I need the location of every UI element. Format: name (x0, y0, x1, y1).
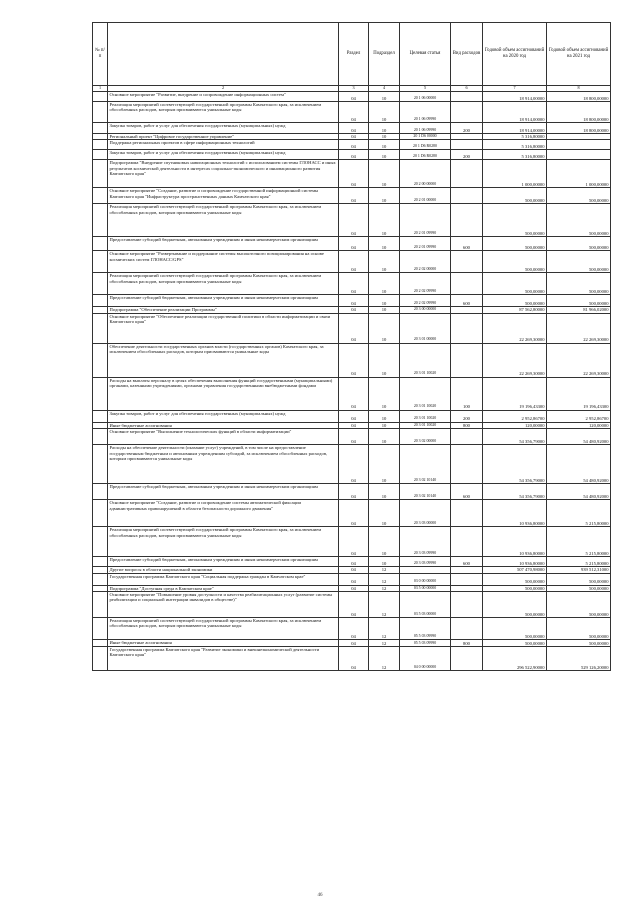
row-podrazdel-cell: 10 (369, 140, 400, 150)
row-name-cell: Расходы на обеспечение деятельности (оказание услуг) учреждений, в том числе на предоставление государственным бюджетным и автономным учреждениям субсидий, за исключением обособленных расходов, которым присваиваются уникальные коды (108, 445, 339, 484)
row-2020-cell: 500,00000 (483, 618, 547, 640)
table-row (93, 160, 611, 188)
row-razdel-cell: 04 (339, 500, 369, 527)
table-row (93, 188, 611, 204)
table-row (93, 618, 611, 640)
row-2020-cell: 500,00000 (483, 573, 547, 585)
row-2021-cell: 1 000,00000 (547, 160, 611, 188)
row-name-cell: Предоставление субсидий бюджетным, автономным учреждениям и иным некоммерческим организациям (108, 237, 339, 251)
row-vid-cell (451, 647, 483, 671)
row-name-cell: Поддержка региональных проектов в сфере информационных технологий (108, 140, 339, 150)
row-2021-cell: 22 269,30000 (547, 343, 611, 377)
table-row (93, 422, 611, 428)
row-num-cell (93, 123, 108, 134)
row-name-cell: Другие вопросы в области национальной экономики (108, 567, 339, 573)
row-2021-cell: 18 800,00000 (547, 92, 611, 102)
row-2020-cell: 500,00000 (483, 585, 547, 591)
row-target-code-cell: 05 5 03 09990 (400, 618, 451, 640)
row-2021-cell: 500,00000 (547, 188, 611, 204)
header-row (93, 23, 611, 86)
header-2021: Годовой объем ассигнований на 2021 год (547, 23, 611, 86)
row-razdel-cell: 04 (339, 585, 369, 591)
row-2020-cell: 500,00000 (483, 237, 547, 251)
row-podrazdel-cell: 12 (369, 585, 400, 591)
row-name-cell: Государственная программа Камчатского края "Развитие экономики и внешнеэкономической деятельности Камчатского края" (108, 647, 339, 671)
row-razdel-cell: 04 (339, 251, 369, 273)
row-target-code-cell: 05 5 03 09990 (400, 640, 451, 647)
row-vid-cell (451, 573, 483, 585)
row-2020-cell: 500,00000 (483, 592, 547, 618)
table-row (93, 377, 611, 410)
row-target-code-cell: 20 2 02 00000 (400, 251, 451, 273)
row-2020-cell: 500,00000 (483, 640, 547, 647)
row-2020-cell: 500,00000 (483, 188, 547, 204)
row-podrazdel-cell: 10 (369, 295, 400, 307)
row-num-cell (93, 445, 108, 484)
row-target-code-cell: 20 3 01 10020 (400, 422, 451, 428)
row-target-code-cell: 20 2 02 09990 (400, 295, 451, 307)
row-name-cell: Предоставление субсидий бюджетным, автономным учреждениям и иным некоммерческим организациям (108, 484, 339, 500)
row-razdel-cell: 04 (339, 445, 369, 484)
row-podrazdel-cell: 12 (369, 640, 400, 647)
row-2020-cell: 10 936,80000 (483, 527, 547, 557)
row-podrazdel-cell: 10 (369, 251, 400, 273)
row-target-code-cell: 20 3 02 10140 (400, 484, 451, 500)
row-vid-cell: 600 (451, 237, 483, 251)
row-2020-cell: 10 936,80000 (483, 500, 547, 527)
row-razdel-cell: 04 (339, 647, 369, 671)
row-razdel-cell: 04 (339, 567, 369, 573)
row-2020-cell: 296 522,90000 (483, 647, 547, 671)
table-row (93, 251, 611, 273)
row-vid-cell: 600 (451, 557, 483, 567)
row-name-cell: Иные бюджетные ассигнования (108, 422, 339, 428)
index-cell: 1 (93, 86, 108, 92)
row-vid-cell: 800 (451, 640, 483, 647)
row-2020-cell: 5 316,80000 (483, 150, 547, 160)
row-2021-cell: 18 800,00000 (547, 123, 611, 134)
table-row (93, 410, 611, 422)
row-2021-cell: 500,00000 (547, 573, 611, 585)
table-row (93, 343, 611, 377)
row-target-code-cell: 20 3 01 10020 (400, 410, 451, 422)
row-name-cell: Подпрограмма "Доступная среда в Камчатском крае" (108, 585, 339, 591)
row-name-cell: Основное мероприятие "Развитие, внедрение и сопровождение информационных систем" (108, 92, 339, 102)
row-podrazdel-cell: 12 (369, 567, 400, 573)
row-vid-cell (451, 273, 483, 295)
row-vid-cell (451, 160, 483, 188)
table-row (93, 484, 611, 500)
row-2021-cell: 54 480,92000 (547, 484, 611, 500)
row-razdel-cell: 04 (339, 484, 369, 500)
row-num-cell (93, 618, 108, 640)
row-name-cell: Реализация мероприятий соответствующей государственной программы Камчатского края, за исключением обособленных расходов, которым присваиваются уникальные коды (108, 204, 339, 237)
row-2021-cell (547, 150, 611, 160)
row-name-cell: Предоставление субсидий бюджетным, автономным учреждениям и иным некоммерческим организациям (108, 295, 339, 307)
row-podrazdel-cell: 12 (369, 573, 400, 585)
table-row (93, 307, 611, 313)
row-razdel-cell: 04 (339, 123, 369, 134)
row-2021-cell: 500,00000 (547, 237, 611, 251)
row-vid-cell: 600 (451, 295, 483, 307)
budget-table (92, 22, 611, 671)
row-podrazdel-cell: 10 (369, 204, 400, 237)
row-podrazdel-cell: 10 (369, 500, 400, 527)
row-2020-cell: 500,00000 (483, 204, 547, 237)
row-razdel-cell: 04 (339, 307, 369, 313)
table-row (93, 92, 611, 102)
row-vid-cell (451, 188, 483, 204)
row-2021-cell: 500,00000 (547, 640, 611, 647)
table-row (93, 585, 611, 591)
row-target-code-cell: 03 0 00 00000 (400, 573, 451, 585)
row-razdel-cell: 04 (339, 150, 369, 160)
row-target-code-cell: 20 1 D6 R0280 (400, 150, 451, 160)
row-2021-cell: 120,00000 (547, 422, 611, 428)
row-razdel-cell: 04 (339, 237, 369, 251)
row-razdel-cell: 04 (339, 618, 369, 640)
row-razdel-cell: 04 (339, 429, 369, 445)
row-2021-cell: 54 480,92000 (547, 429, 611, 445)
row-target-code-cell: 20 3 02 00000 (400, 429, 451, 445)
row-name-cell: Подпрограмма "Обеспечение реализации Программы" (108, 307, 339, 313)
row-name-cell: Основное мероприятие "Создание, развитие и сопровождение государственной информационной системы Камчатского края "Инфраструктура пространственных данных Камчатского края" (108, 188, 339, 204)
row-podrazdel-cell: 10 (369, 445, 400, 484)
row-razdel-cell: 04 (339, 377, 369, 410)
row-num-cell (93, 410, 108, 422)
row-num-cell (93, 343, 108, 377)
index-cell: 6 (451, 86, 483, 92)
row-2020-cell: 22 269,30000 (483, 313, 547, 343)
row-name-cell: Основное мероприятие "Развертывание и поддержание системы высокоточного позиционирования на основе космических систем ГЛОНАСС/GPS" (108, 251, 339, 273)
row-target-code-cell: 20 1 06 09990 (400, 102, 451, 123)
table-row (93, 295, 611, 307)
row-name-cell: Основное мероприятие "Выполнение технологических функций в области информатизации" (108, 429, 339, 445)
row-num-cell (93, 484, 108, 500)
row-vid-cell (451, 102, 483, 123)
row-num-cell (93, 573, 108, 585)
table-row (93, 557, 611, 567)
row-2020-cell: 500,00000 (483, 295, 547, 307)
table-row (93, 237, 611, 251)
row-podrazdel-cell: 10 (369, 557, 400, 567)
row-podrazdel-cell: 10 (369, 102, 400, 123)
row-2020-cell: 19 196,43300 (483, 377, 547, 410)
row-razdel-cell: 04 (339, 92, 369, 102)
row-2020-cell: 54 356,79000 (483, 445, 547, 484)
row-name-cell: Реализация мероприятий соответствующей государственной программы Камчатского края, за исключением обособленных расходов, которым присваиваются уникальные коды (108, 273, 339, 295)
row-razdel-cell: 04 (339, 640, 369, 647)
row-2020-cell: 120,00000 (483, 422, 547, 428)
table-row (93, 150, 611, 160)
row-2021-cell: 500,00000 (547, 251, 611, 273)
row-num-cell (93, 160, 108, 188)
budget-page (92, 22, 610, 671)
row-target-code-cell: 20 3 03 09990 (400, 557, 451, 567)
row-podrazdel-cell: 10 (369, 134, 400, 140)
table-row (93, 204, 611, 237)
row-podrazdel-cell: 10 (369, 377, 400, 410)
index-cell: 8 (547, 86, 611, 92)
row-num-cell (93, 188, 108, 204)
row-num-cell (93, 150, 108, 160)
row-name-cell: Государственная программа Камчатского края "Социальная поддержка граждан в Камчатском крае" (108, 573, 339, 585)
row-razdel-cell: 04 (339, 557, 369, 567)
row-2020-cell: 5 316,80000 (483, 140, 547, 150)
row-razdel-cell: 04 (339, 140, 369, 150)
row-target-code-cell: 20 1 06 00000 (400, 92, 451, 102)
index-cell: 7 (483, 86, 547, 92)
row-target-code-cell: 20 3 03 00000 (400, 500, 451, 527)
row-2021-cell: 5 215,80000 (547, 500, 611, 527)
row-num-cell (93, 92, 108, 102)
row-vid-cell: 200 (451, 123, 483, 134)
row-2021-cell: 500,00000 (547, 295, 611, 307)
row-name-cell: Реализация мероприятий соответствующей государственной программы Камчатского края, за исключением обособленных расходов, которым присваиваются уникальные коды (108, 618, 339, 640)
row-name-cell: Подпрограмма "Внедрение спутниковых навигационных технологий с использованием системы ГЛОНАСС и иных результатов космической деятельности в интересах социально-экономического и инновационного развития Камчатского края" (108, 160, 339, 188)
table-row (93, 273, 611, 295)
row-razdel-cell: 04 (339, 102, 369, 123)
index-cell: 2 (108, 86, 339, 92)
header-vid: Вид расходов (451, 23, 483, 86)
row-razdel-cell: 04 (339, 160, 369, 188)
row-num-cell (93, 527, 108, 557)
row-target-code-cell: 20 2 01 00000 (400, 188, 451, 204)
row-name-cell: Региональный проект "Цифровое государственное управление" (108, 134, 339, 140)
row-vid-cell (451, 429, 483, 445)
row-vid-cell (451, 313, 483, 343)
table-row (93, 567, 611, 573)
row-razdel-cell: 04 (339, 273, 369, 295)
row-2020-cell: 1 000,00000 (483, 160, 547, 188)
row-target-code-cell: 20 3 01 10020 (400, 377, 451, 410)
row-num-cell (93, 237, 108, 251)
row-2021-cell: 54 480,92000 (547, 445, 611, 484)
row-2021-cell: 500,00000 (547, 618, 611, 640)
row-name-cell: Расходы на выплаты персоналу в целях обеспечения выполнения функций государственными (муниципальными) органами, казенными учреждениями, органами управления государственными внебюджетными фондами (108, 377, 339, 410)
row-2020-cell: 87 562,80000 (483, 307, 547, 313)
row-vid-cell (451, 251, 483, 273)
row-2021-cell: 500,00000 (547, 592, 611, 618)
row-razdel-cell: 04 (339, 313, 369, 343)
row-num-cell (93, 592, 108, 618)
row-razdel-cell: 04 (339, 134, 369, 140)
row-vid-cell (451, 140, 483, 150)
row-podrazdel-cell: 10 (369, 188, 400, 204)
row-razdel-cell: 04 (339, 410, 369, 422)
row-podrazdel-cell: 10 (369, 343, 400, 377)
row-2021-cell (547, 140, 611, 150)
row-razdel-cell: 04 (339, 204, 369, 237)
row-podrazdel-cell: 10 (369, 527, 400, 557)
table-row (93, 527, 611, 557)
row-num-cell (93, 251, 108, 273)
row-2021-cell: 18 800,00000 (547, 102, 611, 123)
row-target-code-cell: 20 1 D6 00000 (400, 134, 451, 140)
row-vid-cell: 200 (451, 410, 483, 422)
row-razdel-cell: 04 (339, 422, 369, 428)
row-2020-cell: 22 269,30000 (483, 343, 547, 377)
row-2021-cell: 939 512,31000 (547, 567, 611, 573)
row-num-cell (93, 295, 108, 307)
row-vid-cell (451, 500, 483, 527)
row-name-cell: Основное мероприятие "Обеспечение реализации государственной политики в области информатизации и связи Камчатского края" (108, 313, 339, 343)
row-name-cell: Закупка товаров, работ и услуг для обеспечения государственных (муниципальных) нужд (108, 150, 339, 160)
row-2020-cell: 10 936,80000 (483, 557, 547, 567)
table-row (93, 123, 611, 134)
header-num: № п/п (93, 23, 108, 86)
row-name-cell: Обеспечение деятельности государственных органов власти (государственных органов) Камчатского края, за исключением обособленных расходов, которым присваиваются уникальные коды (108, 343, 339, 377)
row-target-code-cell: 20 3 02 10140 (400, 445, 451, 484)
header-name (108, 23, 339, 86)
table-row (93, 313, 611, 343)
row-2020-cell: 2 952,86700 (483, 410, 547, 422)
row-vid-cell (451, 618, 483, 640)
row-target-code-cell: 20 3 01 10020 (400, 343, 451, 377)
table-row (93, 140, 611, 150)
row-2021-cell: 19 196,43300 (547, 377, 611, 410)
row-name-cell: Иные бюджетные ассигнования (108, 640, 339, 647)
row-target-code-cell: 20 3 03 09990 (400, 527, 451, 557)
row-2020-cell: 18 914,00000 (483, 123, 547, 134)
index-cell: 4 (369, 86, 400, 92)
row-num-cell (93, 640, 108, 647)
row-num-cell (93, 273, 108, 295)
row-razdel-cell: 04 (339, 188, 369, 204)
row-razdel-cell: 04 (339, 573, 369, 585)
row-2021-cell: 81 966,02000 (547, 307, 611, 313)
row-vid-cell: 100 (451, 377, 483, 410)
row-2020-cell: 18 914,00000 (483, 102, 547, 123)
row-name-cell: Основное мероприятие "Создание, развитие и сопровождение системы автоматической фиксации административных правонарушений в области безопасности дорожного движения" (108, 500, 339, 527)
header-target: Целевая статья (400, 23, 451, 86)
header-podrazdel: Подраздел (369, 23, 400, 86)
row-vid-cell (451, 592, 483, 618)
row-target-code-cell: 20 1 06 09990 (400, 123, 451, 134)
row-vid-cell: 800 (451, 422, 483, 428)
row-target-code-cell: 03 5 03 00000 (400, 592, 451, 618)
row-num-cell (93, 500, 108, 527)
row-name-cell: Предоставление субсидий бюджетным, автономным учреждениям и иным некоммерческим организациям (108, 557, 339, 567)
row-2020-cell: 500,00000 (483, 273, 547, 295)
table-row (93, 445, 611, 484)
row-2021-cell: 500,00000 (547, 204, 611, 237)
row-podrazdel-cell: 10 (369, 410, 400, 422)
table-row (93, 573, 611, 585)
row-target-code-cell: 20 2 01 09990 (400, 237, 451, 251)
table-row (93, 640, 611, 647)
row-vid-cell: 600 (451, 484, 483, 500)
row-podrazdel-cell: 12 (369, 647, 400, 671)
row-name-cell: Основное мероприятие "Повышение уровня доступности и качества реабилитационных услуг (развитие системы реабилитации и социальной интеграции инвалидов в обществе)" (108, 592, 339, 618)
row-target-code-cell: 20 3 01 00000 (400, 313, 451, 343)
table-row (93, 500, 611, 527)
row-podrazdel-cell: 10 (369, 160, 400, 188)
row-num-cell (93, 204, 108, 237)
row-num-cell (93, 557, 108, 567)
row-target-code-cell: 20 1 D6 R0280 (400, 140, 451, 150)
row-name-cell: Закупка товаров, работ и услуг для обеспечения государственных (муниципальных) нужд (108, 410, 339, 422)
row-2021-cell: 5 215,80000 (547, 527, 611, 557)
row-num-cell (93, 102, 108, 123)
row-vid-cell (451, 445, 483, 484)
table-row (93, 134, 611, 140)
row-2021-cell: 500,00000 (547, 585, 611, 591)
row-podrazdel-cell: 10 (369, 123, 400, 134)
row-podrazdel-cell: 10 (369, 313, 400, 343)
row-podrazdel-cell: 10 (369, 429, 400, 445)
row-podrazdel-cell: 10 (369, 484, 400, 500)
row-2021-cell: 2 952,86700 (547, 410, 611, 422)
row-name-cell: Закупка товаров, работ и услуг для обеспечения государственных (муниципальных) нужд (108, 123, 339, 134)
row-2020-cell: 5 316,80000 (483, 134, 547, 140)
row-target-code-cell: 04 0 00 00000 (400, 647, 451, 671)
row-podrazdel-cell: 12 (369, 618, 400, 640)
row-2021-cell: 22 269,30000 (547, 313, 611, 343)
row-podrazdel-cell: 10 (369, 273, 400, 295)
row-podrazdel-cell: 10 (369, 307, 400, 313)
row-razdel-cell: 04 (339, 527, 369, 557)
row-podrazdel-cell: 10 (369, 92, 400, 102)
row-target-code-cell: 20 3 00 00000 (400, 307, 451, 313)
table-row (93, 647, 611, 671)
row-2021-cell: 5 215,80000 (547, 557, 611, 567)
header-razdel: Раздел (339, 23, 369, 86)
row-name-cell: Реализация мероприятий соответствующей государственной программы Камчатского края, за исключением обособленных расходов, которым присваиваются уникальные коды (108, 527, 339, 557)
row-num-cell (93, 140, 108, 150)
row-target-code-cell: 03 5 00 00000 (400, 585, 451, 591)
row-podrazdel-cell: 10 (369, 422, 400, 428)
row-vid-cell (451, 343, 483, 377)
table-row (93, 429, 611, 445)
row-num-cell (93, 377, 108, 410)
row-name-cell: Реализация мероприятий соответствующей государственной программы Камчатского края, за исключением обособленных расходов, которым присваиваются уникальные коды (108, 102, 339, 123)
row-2020-cell: 500,00000 (483, 251, 547, 273)
row-2021-cell: 500,00000 (547, 273, 611, 295)
row-2020-cell: 54 356,79000 (483, 484, 547, 500)
page-number: 46 (317, 893, 323, 898)
row-2021-cell: 529 126,20000 (547, 647, 611, 671)
header-2020: Годовой объем ассигнований на 2020 год (483, 23, 547, 86)
table-row (93, 592, 611, 618)
row-vid-cell (451, 527, 483, 557)
row-razdel-cell: 04 (339, 592, 369, 618)
row-vid-cell: 200 (451, 150, 483, 160)
row-2020-cell: 54 356,79000 (483, 429, 547, 445)
row-target-code-cell: 20 2 02 09990 (400, 273, 451, 295)
row-podrazdel-cell: 10 (369, 150, 400, 160)
row-vid-cell (451, 204, 483, 237)
row-num-cell (93, 313, 108, 343)
row-razdel-cell: 04 (339, 343, 369, 377)
row-2020-cell: 507 470,98000 (483, 567, 547, 573)
row-2020-cell: 18 914,00000 (483, 92, 547, 102)
row-target-code-cell: 20 2 01 09990 (400, 204, 451, 237)
row-podrazdel-cell: 10 (369, 237, 400, 251)
row-vid-cell (451, 92, 483, 102)
row-num-cell (93, 429, 108, 445)
table-row (93, 102, 611, 123)
row-target-code-cell: 20 2 00 00000 (400, 160, 451, 188)
row-podrazdel-cell: 12 (369, 592, 400, 618)
table-body (93, 92, 611, 671)
index-cell: 3 (339, 86, 369, 92)
row-razdel-cell: 04 (339, 295, 369, 307)
index-cell: 5 (400, 86, 451, 92)
row-num-cell (93, 647, 108, 671)
